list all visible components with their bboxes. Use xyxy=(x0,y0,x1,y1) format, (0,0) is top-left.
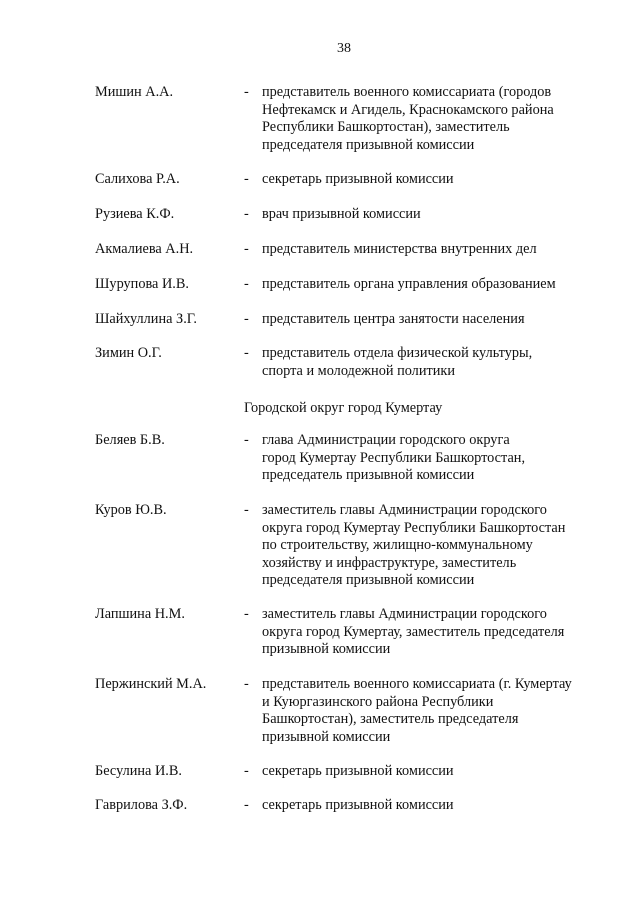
member-name: Гаврилова З.Ф. xyxy=(95,797,188,813)
member-name: Зимин О.Г. xyxy=(95,345,162,361)
member-name: Бесулина И.В. xyxy=(95,763,182,779)
member-role: представитель органа управления образованием xyxy=(262,276,556,292)
member-name: Акмалиева А.Н. xyxy=(95,241,194,257)
dash-separator: - xyxy=(244,206,249,222)
member-role: заместитель главы Администрации городского округа город Кумертау, заместитель председателя призывной комиссии xyxy=(262,606,565,657)
member-role: представитель министерства внутренних дел xyxy=(262,241,537,257)
page-number: 38 xyxy=(337,41,351,56)
member-role: врач призывной комиссии xyxy=(262,206,421,222)
member-name: Лапшина Н.М. xyxy=(95,606,185,622)
member-name: Куров Ю.В. xyxy=(95,502,167,518)
dash-separator: - xyxy=(244,763,249,779)
dash-separator: - xyxy=(244,432,249,448)
member-name: Салихова Р.А. xyxy=(95,171,180,187)
member-name: Шурупова И.В. xyxy=(95,276,189,292)
member-name: Мишин А.А. xyxy=(95,84,174,100)
member-name: Пержинский М.А. xyxy=(95,676,207,692)
member-name: Беляев Б.В. xyxy=(95,432,165,448)
member-name: Шайхуллина З.Г. xyxy=(95,311,197,327)
dash-separator: - xyxy=(244,241,249,257)
section-heading: Городской округ город Кумертау xyxy=(244,400,443,416)
dash-separator: - xyxy=(244,676,249,692)
member-role: заместитель главы Администрации городского округа город Кумертау Республики Башкортостан по строительству, жилищно-коммунальному хозяйству и инфраструктуре, заместитель председателя призывной комиссии xyxy=(262,502,566,588)
member-role: представитель центра занятости населения xyxy=(262,311,525,327)
member-role: представитель военного комиссариата (городов Нефтекамск и Агидель, Краснокамского района Республики Башкортостан), заместитель председателя призывной комиссии xyxy=(262,84,554,153)
member-role: секретарь призывной комиссии xyxy=(262,797,454,813)
dash-separator: - xyxy=(244,797,249,813)
member-role: секретарь призывной комиссии xyxy=(262,763,454,779)
member-role: представитель отдела физической культуры, спорта и молодежной политики xyxy=(262,345,533,379)
member-role: секретарь призывной комиссии xyxy=(262,171,454,187)
member-role: глава Администрации городского округа город Кумертау Республики Башкортостан, председатель призывной комиссии xyxy=(262,432,526,483)
dash-separator: - xyxy=(244,276,249,292)
member-role: представитель военного комиссариата (г. Кумертау и Куюргазинского района Республики Башкортостан), заместитель председателя призывной комиссии xyxy=(262,676,572,745)
member-name: Рузиева К.Ф. xyxy=(95,206,175,222)
dash-separator: - xyxy=(244,311,249,327)
dash-separator: - xyxy=(244,502,249,518)
dash-separator: - xyxy=(244,84,249,100)
dash-separator: - xyxy=(244,606,249,622)
dash-separator: - xyxy=(244,171,249,187)
dash-separator: - xyxy=(244,345,249,361)
